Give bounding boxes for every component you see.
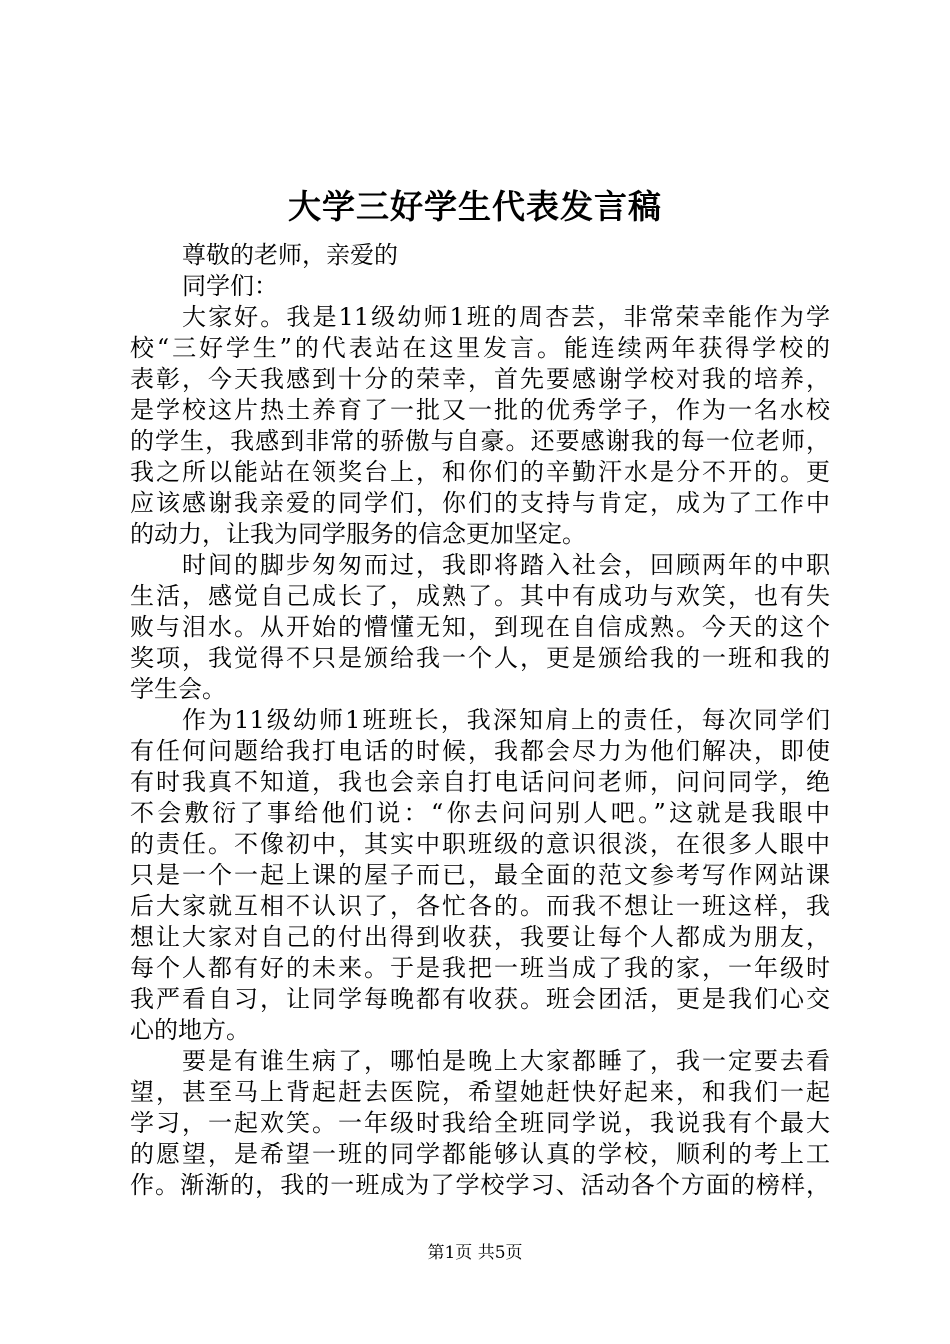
text-line: 是学校这片热土养育了一批又一批的优秀学子，作为一名水校 xyxy=(130,396,830,424)
text-line: 作。渐渐的，我的一班成为了学校学习、活动各个方面的榜样， xyxy=(130,1171,830,1199)
document-body xyxy=(130,240,830,1201)
text-line: 奖项，我觉得不只是颁给我一个人，更是颁给我的一班和我的 xyxy=(130,644,830,672)
text-line: 作为11级幼师1班班长，我深知肩上的责任，每次同学们 xyxy=(182,706,830,734)
text-line: 只是一个一起上课的屋子而已，最全面的范文参考写作网站课 xyxy=(130,861,830,889)
text-line: 同学们： xyxy=(182,272,278,300)
text-line: 学习，一起欢笑。一年级时我给全班同学说，我说我有个最大 xyxy=(130,1109,830,1137)
text-line: 的愿望，是希望一班的同学都能够认真的学校，顺利的考上工 xyxy=(130,1140,830,1168)
text-line: 望，甚至马上背起赶去医院，希望她赶快好起来，和我们一起 xyxy=(130,1078,830,1106)
text-line: 败与泪水。从开始的懵懂无知，到现在自信成熟。今天的这个 xyxy=(130,613,830,641)
text-line: 我严看自习，让同学每晚都有收获。班会团活，更是我们心交 xyxy=(130,985,830,1013)
text-line: 要是有谁生病了，哪怕是晚上大家都睡了，我一定要去看 xyxy=(182,1047,830,1075)
text-line: 时间的脚步匆匆而过，我即将踏入社会，回顾两年的中职 xyxy=(182,551,830,579)
text-line: 想让大家对自己的付出得到收获，我要让每个人都成为朋友， xyxy=(130,923,830,951)
text-line: 大家好。我是11级幼师1班的周杏芸，非常荣幸能作为学 xyxy=(182,303,830,331)
text-line: 校“三好学生”的代表站在这里发言。能连续两年获得学校的 xyxy=(130,334,830,362)
text-line: 尊敬的老师，亲爱的 xyxy=(182,241,398,269)
text-line: 的学生，我感到非常的骄傲与自豪。还要感谢我的每一位老师， xyxy=(130,427,830,455)
text-line: 每个人都有好的未来。于是我把一班当成了我的家，一年级时 xyxy=(130,954,830,982)
text-line: 的动力，让我为同学服务的信念更加坚定。 xyxy=(130,520,586,548)
text-line: 生活，感觉自己成长了，成熟了。其中有成功与欢笑，也有失 xyxy=(130,582,830,610)
text-line: 不会敷衍了事给他们说：“你去问问别人吧。”这就是我眼中 xyxy=(130,799,830,827)
text-line: 后大家就互相不认识了，各忙各的。而我不想让一班这样，我 xyxy=(130,892,830,920)
text-line: 心的地方。 xyxy=(130,1016,250,1044)
text-line: 的责任。不像初中，其实中职班级的意识很淡，在很多人眼中 xyxy=(130,830,830,858)
text-line: 表彰，今天我感到十分的荣幸，首先要感谢学校对我的培养， xyxy=(130,365,830,393)
text-line: 应该感谢我亲爱的同学们，你们的支持与肯定，成为了工作中 xyxy=(130,489,830,517)
page-footer: 第1页 共5页 xyxy=(427,1243,523,1263)
text-line: 我之所以能站在领奖台上，和你们的辛勤汗水是分不开的。更 xyxy=(130,458,830,486)
text-line: 有任何问题给我打电话的时候，我都会尽力为他们解决，即使 xyxy=(130,737,830,765)
text-line: 学生会。 xyxy=(130,675,226,703)
document-title: 大学三好学生代表发言稿 xyxy=(288,187,662,226)
text-line: 有时我真不知道，我也会亲自打电话问问老师，问问同学，绝 xyxy=(130,768,830,796)
